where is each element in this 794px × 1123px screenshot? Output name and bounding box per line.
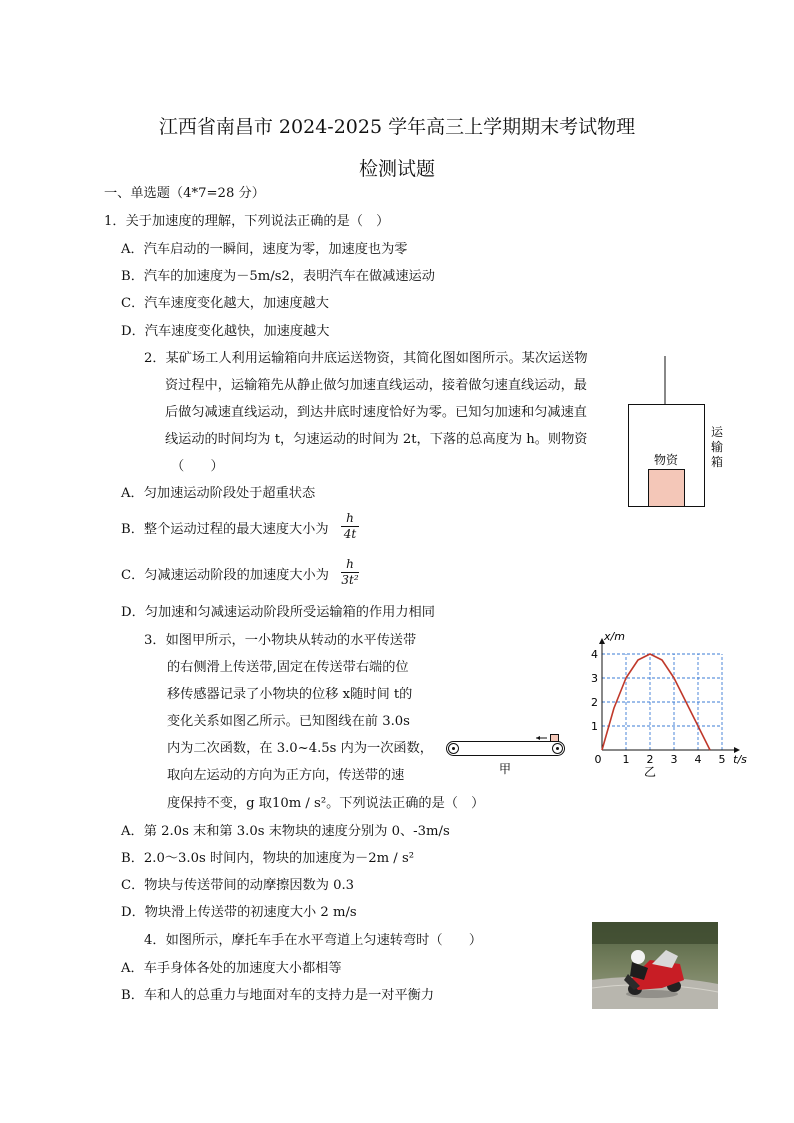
figure-jia-label: 甲 [498,762,512,776]
box-label: 运输箱 [710,425,724,469]
question-3-line-2: 的右侧滑上传送带,固定在传送带右端的位 [167,660,409,675]
question-3-line-6: 取向左运动的方向为正方向，传送带的速 [167,768,405,783]
question-3-line-1: 3．如图甲所示，一小物块从转动的水平传送带 [144,633,417,648]
question-2-option-c: C．匀减速运动阶段的加速度大小为 [121,568,329,583]
question-2-option-d: D．匀加速和匀减速运动阶段所受运输箱的作用力相同 [121,605,435,620]
y-axis-label: x/m [604,630,625,643]
question-1-stem: 1．关于加速度的理解，下列说法正确的是（ ） [104,214,390,229]
x-tick-label-3: 3 [670,753,678,766]
question-3-line-3: 移传感器记录了小物块的位移 x随时间 t的 [167,687,413,702]
fraction-c-numerator: h [341,558,359,573]
fraction-c-denominator: 3t² [341,573,359,587]
document-title: 江西省南昌市 2024-2025 学年高三上学期期末考试物理 [158,116,636,138]
xt-chart [590,630,747,784]
question-2-line-1: 2．某矿场工人利用运输箱向井底运送物资，其简化图如图所示。某次运送物 [144,351,588,366]
question-4-stem: 4．如图所示，摩托车手在水平弯道上匀速转弯时（ ） [144,933,483,948]
x-tick-label-4: 4 [694,753,702,766]
document-subtitle: 检测试题 [358,158,435,180]
question-2-option-a: A．匀加速运动阶段处于超重状态 [121,486,316,501]
x-axis-label: t/s [733,753,747,766]
question-2-line-4: 线运动的时间均为 t，匀速运动的时间为 2t，下落的总高度为 h。则物资 [165,432,588,447]
left-roller-axle [452,747,455,750]
section-heading: 一、单选题（4*7=28 分） [104,186,265,201]
question-1-option-c: C．汽车速度变化越大，加速度越大 [121,296,329,311]
question-2-line-5: （ ） [171,459,224,474]
question-1-option-b: B．汽车的加速度为－5m/s2，表明汽车在做减速运动 [121,269,435,284]
figure-yi-label: 乙 [643,765,657,779]
question-1-option-d: D．汽车速度变化越快，加速度越大 [121,324,330,339]
x-tick-label-0: 0 [594,753,602,766]
fraction-b-numerator: h [341,512,359,527]
question-3-option-c: C．物块与传送带间的动摩擦因数为 0.3 [121,878,355,893]
question-3-option-a: A．第 2.0s 末和第 3.0s 末物块的速度分别为 0、-3m/s [121,824,450,839]
question-4-option-b: B．车和人的总重力与地面对车的支持力是一对平衡力 [121,988,435,1003]
question-3-line-4: 变化关系如图乙所示。已知图线在前 3.0s [167,714,410,729]
fraction-b [341,512,359,541]
question-4-option-a: A．车手身体各处的加速度大小都相等 [121,961,342,976]
question-2-line-2: 资过程中，运输箱先从静止做匀加速直线运动，接着做匀速直线运动，最 [165,378,587,393]
question-2-option-b: B．整个运动过程的最大速度大小为 [121,522,329,537]
question-3-line-5: 内为二次函数，在 3.0~4.5s 内为一次函数， [167,741,433,756]
velocity-arrow-head [536,736,540,740]
question-3-line-7: 度保持不变，g 取10m / s²。下列说法正确的是（ ） [167,796,485,811]
motorcycle-illustration [592,922,718,1009]
belt-outline [447,742,565,756]
y-tick-label-2: 2 [591,696,598,709]
y-tick-label-1: 1 [591,720,598,733]
y-tick-label-4: 4 [591,648,598,661]
motorcycle-photo [592,922,718,1009]
cargo-label: 物资 [653,453,679,467]
block [551,735,559,742]
cargo-box-figure [620,356,730,508]
cargo-block [649,470,685,507]
question-3-option-d: D．物块滑上传送带的初速度大小 2 m/s [121,905,357,920]
right-roller-axle [556,747,559,750]
question-2-line-3: 后做匀减速直线运动，到达井底时速度恰好为零。已知匀加速和匀减速直 [165,405,587,420]
fraction-b-denominator: 4t [343,527,357,541]
x-tick-label-5: 5 [718,753,726,766]
question-3-option-b: B．2.0～3.0s 时间内，物块的加速度为－2m / s² [121,851,414,866]
fraction-c [341,558,359,587]
question-1-option-a: A．汽车启动的一瞬间，速度为零，加速度也为零 [121,242,408,257]
conveyor-belt-figure [442,731,572,777]
x-tick-label-2: 2 [646,753,654,766]
y-tick-label-3: 3 [591,672,598,685]
x-tick-label-1: 1 [622,753,630,766]
